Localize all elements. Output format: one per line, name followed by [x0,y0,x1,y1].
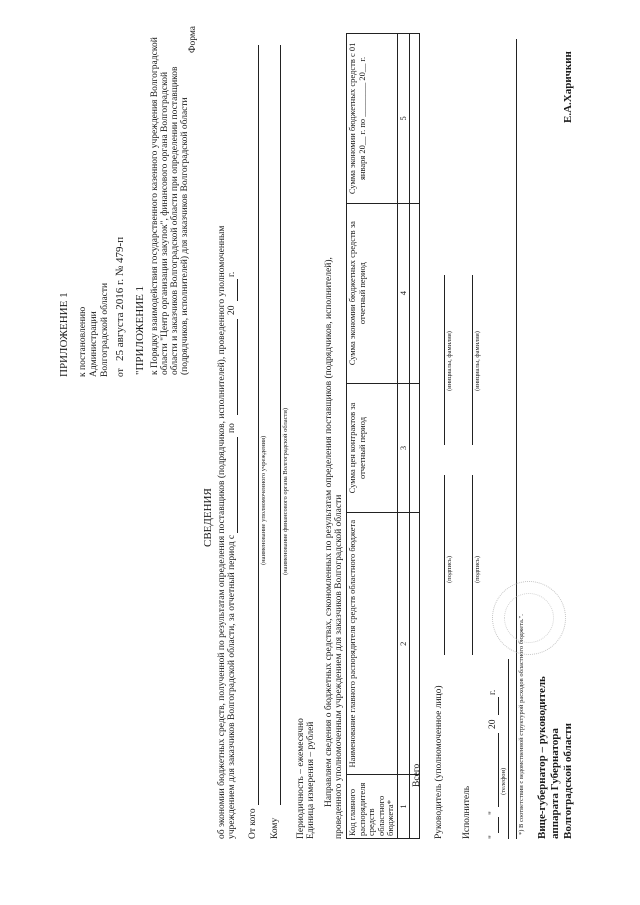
total-label: Всего [412,763,422,787]
appendix-date-prefix: от [116,368,126,377]
executor-signature-caption: (подпись) [474,556,481,583]
executor-name-line [472,275,473,445]
head-name-caption: (инициалы, фамилия) [446,331,453,391]
inner-appendix-line1: к Порядку взаимодействия государственного казенного учреждения Волгоградской [150,37,160,375]
from-caption: (наименование уполномоченного учреждения) [260,435,267,565]
footnote: *) В соответствии с ведомственной структурой расходов областного бюджета.". [518,614,525,835]
appendix-line1: к постановлению [78,306,88,377]
header-cell-3: Сумма цен контрактов за отчетный период [347,383,398,513]
table-header-row [347,34,398,839]
sent-line2: проведенного уполномоченным учреждением для заказчиков Волгоградской области [334,494,344,839]
inner-appendix-line3: области и заказчиков Волгоградской области при определении поставщиков [170,66,180,375]
appendix-line3: Волгоградской области [100,282,110,377]
date-quote-close: " [488,811,498,815]
number-cell-4: 4 [397,203,410,383]
intro-line2b: по [227,423,237,433]
date-month-line [498,733,499,807]
form-label: Форма [188,25,198,53]
header-cell-4: Сумма экономии бюджетных средств за отчетный период [347,203,398,383]
period-end-line [237,319,238,415]
intro-line2c: 20 [227,305,237,315]
appendix-line2: Администрации [89,311,99,377]
table-number-row [397,34,410,839]
date-year-suffix: г. [488,689,498,695]
official-title-line2: аппарата Губернатора [549,728,561,839]
date-year-prefix: 20 [488,719,498,729]
official-title-line3: Волгоградской области [562,723,574,839]
inner-appendix-line4: (подрядчиков, исполнителей) для заказчиков Волгоградской области [180,97,190,375]
period-start-line [237,437,238,533]
head-signature-line [444,475,445,655]
phone-caption: (телефон) [500,767,507,795]
to-caption: (наименование финансового органа Волгоградской области) [282,408,289,575]
number-cell-1: 1 [397,775,410,839]
header-cell-5: Сумма экономии бюджетных средств с 01 января 20__ г. по ________ 20__ г. [347,34,398,204]
number-cell-2: 2 [397,513,410,775]
from-label: От кого [248,808,258,839]
table-empty-row [410,34,420,839]
inner-appendix-title: "ПРИЛОЖЕНИЕ 1 [134,285,146,375]
sent-line1: Направляем сведения о бюджетных средствах, сэкономленных по результатам определения поставщиков (подрядчиков, исполнителей), [324,257,334,807]
appendix-title: ПРИЛОЖЕНИЕ 1 [58,292,70,377]
head-signature-label: Руководитель (уполномоченное лицо) [434,685,444,839]
executor-signature-line [472,475,473,655]
head-signature-caption: (подпись) [446,556,453,583]
from-line [258,45,259,805]
phone-line [508,659,509,839]
stamp-inner-icon [504,593,554,643]
period-year-line [237,279,238,301]
intro-line1: об экономии бюджетных средств, полученной по результатам определения поставщиков (подрядчиков, исполнителей), проведенного уполномоченным [217,225,227,839]
intro-line2a: учреждением для заказчиков Волгоградской области, за отчетный период с [227,534,237,839]
date-quote-open: " [488,835,498,839]
official-title-line1: Вице-губернатор – руководитель [536,676,548,839]
date-day-line [498,817,499,833]
document-title: СВЕДЕНИЯ [202,488,214,547]
intro-line2d: г. [227,271,237,277]
header-cell-1: Код главного распорядителя средств областного бюджета* [347,775,398,839]
date-year-line [498,697,499,715]
periodicity: Периодичность – ежемесячно [296,718,306,839]
to-label: Кому [270,817,280,839]
number-cell-5: 5 [397,34,410,204]
appendix-date: 25 августа 2016 г. № 479-п [114,236,126,361]
footnote-separator [516,39,517,839]
number-cell-3: 3 [397,383,410,513]
to-line [280,45,281,805]
head-name-line [444,275,445,445]
inner-appendix-line2: области "Центр организации закупок", финансового органа Волгоградской [160,71,170,375]
executor-label: Исполнитель [462,785,472,839]
unit: Единица измерения – рублей [306,721,316,839]
official-name: Е.А.Харичкин [562,51,574,123]
header-cell-2: Наименование главного распорядителя средств областного бюджета [347,513,398,775]
executor-name-caption: (инициалы, фамилия) [474,331,481,391]
savings-table [346,33,420,839]
